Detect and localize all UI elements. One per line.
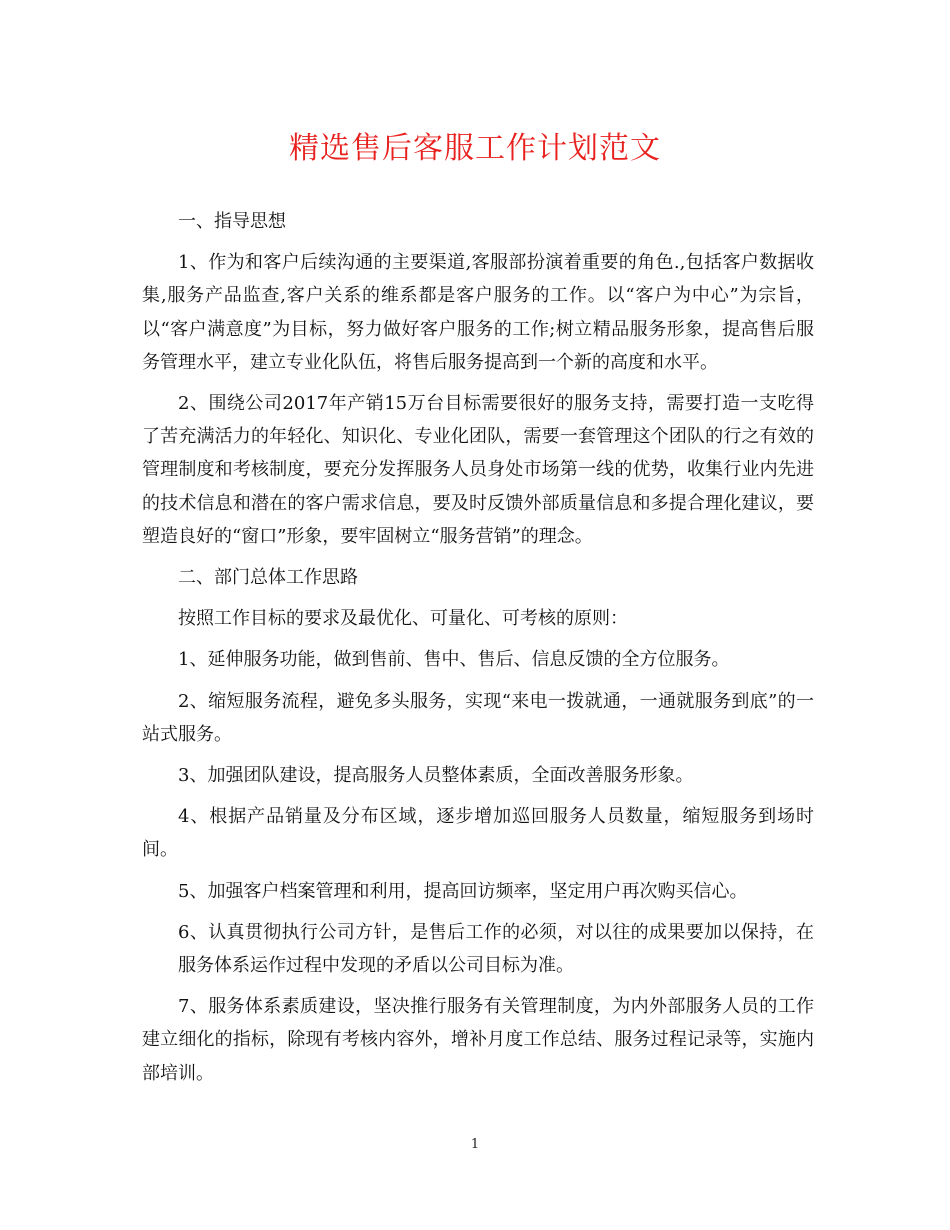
- list-item-4: 4、根据产品销量及分布区域，逐步增加巡回服务人员数量，缩短服务到场时间。: [142, 806, 814, 861]
- list-item-3: 3、加强团队建设，提高服务人员整体素质，全面改善服务形象。: [178, 765, 694, 787]
- list-item-6: 6、认真贯彻执行公司方针，是售后工作的必须，对以往的成果要加以保持，在服务体系运作过程中发现的矛盾以公司目标为准。: [178, 921, 814, 977]
- list-item-7: 7、服务体系素质建设，坚决推行服务有关管理制度，为内外部服务人员的工作建立细化的指标，除现有考核内容外，增补月度工作总结、服务过程记录等，实施内部培训。: [142, 996, 814, 1084]
- paragraph-item-2: 2、围绕公司2017年产销15万台目标需要很好的服务支持，需要打造一支吃得了苦充满活力的年轻化、知识化、专业化团队，需要一套管理这个团队的行之有效的管理制度和考核制度，要充分发挥服务人员身处市场第一线的优势，收集行业内先进的技术信息和潜在的客户需求信息，要及时反馈外部质量信息和多提合理化建议，要塑造良好的“窗口”形象，要牢固树立“服务营销”的理念。: [142, 393, 814, 547]
- list-item-1: 1、延伸服务功能，做到售前、售中、售后、信息反馈的全方位服务。: [178, 649, 730, 671]
- section-heading-work-approach: 二、部门总体工作思路: [178, 567, 358, 589]
- paragraph-principles: 按照工作目标的要求及最优化、可量化、可考核的原则：: [178, 608, 628, 630]
- section-heading-guiding-ideology: 一、指导思想: [178, 211, 286, 232]
- list-item-2: 2、缩短服务流程，避免多头服务，实现“来电一拨就通，一通就服务到底”的一站式服务。: [142, 690, 814, 745]
- paragraph-item-1: 1、作为和客户后续沟通的主要渠道,客服部扮演着重要的角色.,包括客户数据收集,服务产品监查,客户关系的维系都是客户服务的工作。以“客户为中心”为宗旨，以“客户满意度”为目标，努力做好客户服务的工作;树立精品服务形象，提高售后服务管理水平，建立专业化队伍，将售后服务提高到一个新的高度和水平。: [142, 252, 814, 373]
- list-item-5: 5、加强客户档案管理和利用，提高回访频率，坚定用户再次购买信心。: [178, 880, 748, 902]
- document-body: [142, 205, 814, 1090]
- page-number: 1: [470, 1137, 480, 1152]
- document-title: 精选售后客服工作计划范文: [289, 131, 661, 166]
